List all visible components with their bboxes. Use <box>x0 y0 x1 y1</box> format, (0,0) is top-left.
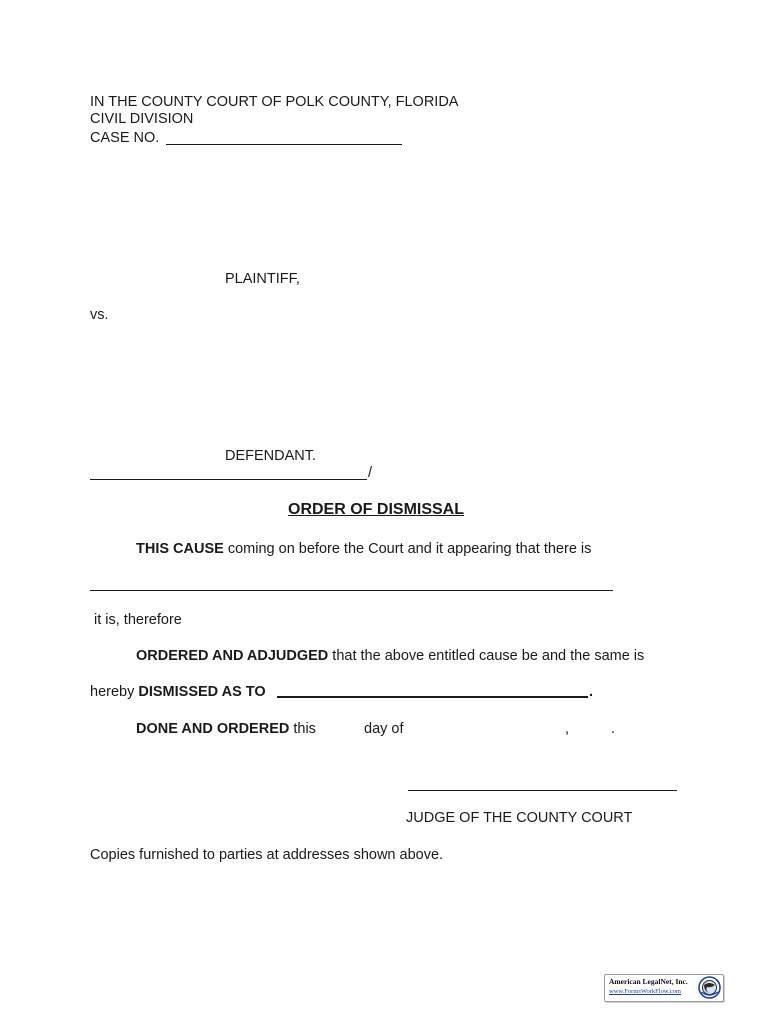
judge-signature-line[interactable] <box>408 790 677 791</box>
logo-company-name: American LegalNet, Inc. <box>609 977 688 986</box>
caption-slash: / <box>368 465 373 481</box>
american-legalnet-logo[interactable] <box>604 974 724 1002</box>
date-period: . <box>611 721 616 737</box>
this-text: this <box>289 721 316 737</box>
done-ordered-line <box>136 720 316 738</box>
globe-icon <box>698 976 721 999</box>
dismissed-as-to: DISMISSED AS TO <box>138 684 266 700</box>
cause-blank[interactable] <box>90 590 613 591</box>
ordered-paragraph <box>136 647 644 665</box>
this-cause-paragraph <box>136 540 591 558</box>
versus-label: vs. <box>90 307 109 323</box>
this-cause-lead: THIS CAUSE <box>136 541 224 557</box>
therefore-text: it is, therefore <box>94 612 182 628</box>
caption-rule <box>90 479 367 480</box>
day-of-text: day of <box>364 721 404 737</box>
copies-furnished: Copies furnished to parties at addresses shown above. <box>90 847 444 863</box>
ordered-text: that the above entitled cause be and the same is <box>328 648 645 664</box>
order-title: ORDER OF DISMISSAL <box>288 501 465 518</box>
ordered-lead: ORDERED AND ADJUDGED <box>136 648 329 664</box>
case-number-blank[interactable] <box>166 144 402 145</box>
plaintiff-label: PLAINTIFF, <box>225 271 300 287</box>
judge-title: JUDGE OF THE COUNTY COURT <box>406 810 633 826</box>
done-ordered-lead: DONE AND ORDERED <box>136 721 290 737</box>
defendant-label: DEFENDANT. <box>225 448 317 464</box>
case-number-label: CASE NO. <box>90 130 160 146</box>
logo-url[interactable]: www.FormsWorkFlow.com <box>609 988 681 995</box>
dismissed-line <box>90 683 266 701</box>
this-cause-text: coming on before the Court and it appearing that there is <box>223 541 592 557</box>
dismissed-period: . <box>589 684 594 700</box>
dismissed-blank[interactable] <box>277 696 588 698</box>
court-heading: IN THE COUNTY COURT OF POLK COUNTY, FLORIDA <box>90 94 459 110</box>
division-heading: CIVIL DIVISION <box>90 111 194 127</box>
hereby-text: hereby <box>90 684 139 700</box>
date-comma: , <box>565 721 570 737</box>
